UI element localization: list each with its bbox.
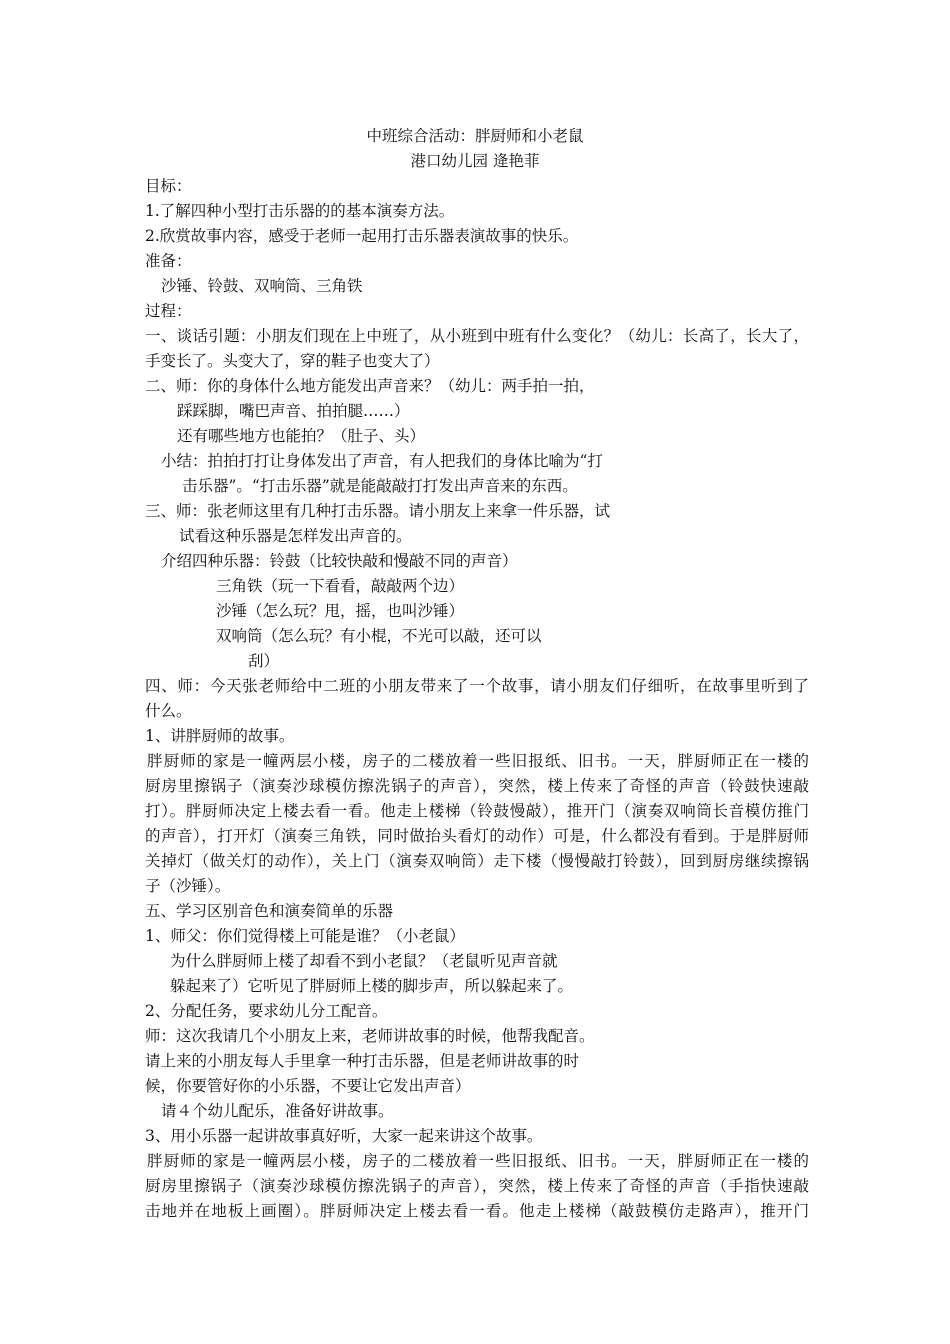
- body-line: 胖厨师的家是一幢两层小楼，房子的二楼放着一些旧报纸、旧书。一天，胖厨师正在一楼的: [147, 752, 809, 770]
- body-line: 手变长了。头变大了，穿的鞋子也变大了）: [145, 352, 440, 370]
- body-line: 二、师：你的身体什么地方能发出声音来？（幼儿：两手拍一拍，: [145, 377, 595, 395]
- body-line: 厨房里擦锅子（演奏沙球模仿擦洗锅子的声音），突然，楼上传来了奇怪的声音（铃鼓快速敲: [145, 777, 809, 795]
- body-line: 沙锤（怎么玩？甩，摇，也叫沙锤）: [216, 602, 465, 620]
- body-line: 3、用小乐器一起讲故事真好听，大家一起来讲这个故事。: [145, 1127, 543, 1145]
- body-line: 厨房里擦锅子（演奏沙球模仿擦洗锅子的声音），突然，楼上传来了奇怪的声音（手指快速敲: [145, 1177, 809, 1195]
- body-line: 请４个幼儿配乐，准备好讲故事。: [161, 1102, 394, 1120]
- body-line: 还有哪些地方也能拍？（肚子、头）: [177, 427, 426, 445]
- body-line: 击地并在地板上画圈）。胖厨师决定上楼去看一看。他走上楼梯（敲鼓模仿走路声），推开门: [145, 1202, 809, 1220]
- body-line: 试看这种乐器是怎样发出声音的。: [179, 527, 412, 545]
- body-line: 五、学习区别音色和演奏简单的乐器: [145, 902, 394, 920]
- body-line: 请上来的小朋友每人手里拿一种打击乐器，但是老师讲故事的时: [145, 1052, 580, 1070]
- body-line: 1.了解四种小型打击乐器的的基本演奏方法。: [145, 202, 455, 220]
- body-line: 师：这次我请几个小朋友上来，老师讲故事的时候，他帮我配音。: [145, 1027, 595, 1045]
- body-line: 准备：: [145, 252, 192, 270]
- body-line: 双响筒（怎么玩？有小棍，不光可以敲，还可以: [216, 627, 542, 645]
- body-line: 2、分配任务，要求幼儿分工配音。: [145, 1002, 388, 1020]
- body-line: 小结：拍拍打打让身体发出了声音，有人把我们的身体比喻为“打: [161, 452, 603, 470]
- doc-author: 港口幼儿园 逄艳菲: [410, 152, 540, 170]
- body-line: 刮）: [248, 652, 280, 670]
- doc-title: 中班综合活动：胖厨师和小老鼠: [366, 127, 584, 145]
- body-line: 胖厨师的家是一幢两层小楼，房子的二楼放着一些旧报纸、旧书。一天，胖厨师正在一楼的: [147, 1152, 809, 1170]
- body-line: 打）。胖厨师决定上楼去看一看。他走上楼梯（铃鼓慢敲），推开门（演奏双响筒长音模仿推门: [145, 802, 809, 820]
- body-line: 踩踩脚，嘴巴声音、拍拍腿……）: [177, 402, 410, 420]
- body-line: 子（沙锤）。: [145, 877, 231, 895]
- body-line: 为什么胖厨师上楼了却看不到小老鼠？（老鼠听见声音就: [170, 952, 558, 970]
- body-line: 过程：: [145, 302, 192, 320]
- body-line: 躲起来了）它听见了胖厨师上楼的脚步声，所以躲起来了。: [170, 977, 574, 995]
- body-line: 的声音），打开灯（演奏三角铁，同时做抬头看灯的动作）可是，什么都没有看到。于是胖厨师: [145, 827, 809, 845]
- body-line: 2.欣赏故事内容，感受于老师一起用打击乐器表演故事的快乐。: [145, 227, 579, 245]
- body-line: 沙锤、铃鼓、双响筒、三角铁: [161, 277, 363, 295]
- body-line: 介绍四种乐器：铃鼓（比较快敲和慢敲不同的声音）: [161, 552, 518, 570]
- body-line: 关掉灯（做关灯的动作），关上门（演奏双响筒）走下楼（慢慢敲打铃鼓），回到厨房继续擦锅: [145, 852, 809, 870]
- body-line: 三、师：张老师这里有几种打击乐器。请小朋友上来拿一件乐器，试: [145, 502, 611, 520]
- body-line: 目标：: [145, 177, 192, 195]
- body-line: 1、师父：你们觉得楼上可能是谁？（小老鼠）: [145, 927, 465, 945]
- body-line: 击乐器”。“打击乐器”就是能敲敲打打发出声音来的东西。: [182, 477, 578, 495]
- body-line: 四、师：今天张老师给中二班的小朋友带来了一个故事，请小朋友们仔细听，在故事里听到了: [145, 677, 809, 695]
- body-line: 三角铁（玩一下看看，敲敲两个边）: [216, 577, 465, 595]
- body-line: 什么。: [145, 702, 192, 720]
- body-line: 候，你要管好你的小乐器，不要让它发出声音）: [145, 1077, 471, 1095]
- body-line: 一、谈话引题：小朋友们现在上中班了，从小班到中班有什么变化？（幼儿：长高了，长大了，: [145, 327, 809, 345]
- body-line: 1、讲胖厨师的故事。: [145, 727, 295, 745]
